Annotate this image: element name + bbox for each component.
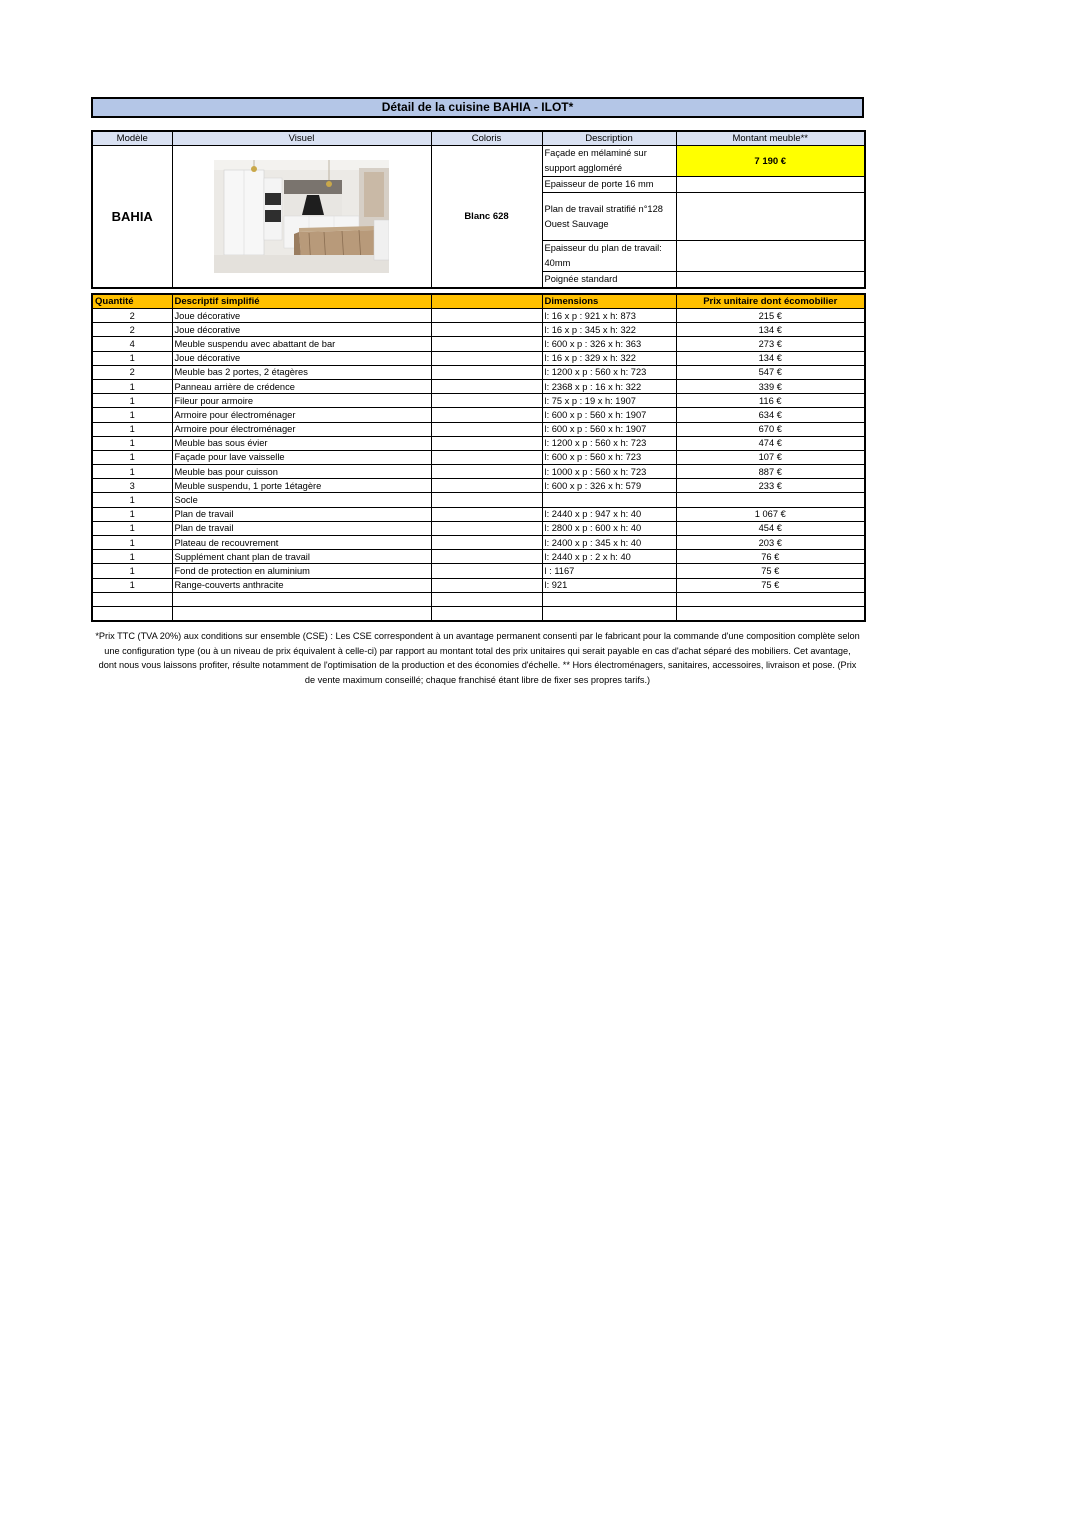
footnote: *Prix TTC (TVA 20%) aux conditions sur ensemble (CSE) : Les CSE correspondent à un avantage permanent consenti par le fabricant pour la commande d'une composition complète selon une configuration type (ou à un niveau de prix équivalent à celle-ci) par rapport au montant total des prix unitaires qui serait payable en cas d'achat séparé des mobiliers. Cet avantage, dont nous vous laissons profiter, résulte notamment de l'optimisation de la production et des économies d'échelle. ** Hors électroménagers, sanitaires, accessoires, livraison et pose. (Prix de vente maximum conseillé; chaque franchisé étant libre de fixer ses propres tarifs.) <box>95 631 860 685</box>
kitchen-visual-cell <box>172 146 431 289</box>
items-header-row <box>92 294 865 309</box>
cell-description: Joue décorative <box>172 323 431 337</box>
table-row <box>92 521 865 535</box>
cell-blank <box>431 578 542 592</box>
table-row <box>92 606 865 620</box>
cell-dimensions: l: 921 <box>542 578 676 592</box>
cell-price: 634 € <box>676 408 865 422</box>
table-row <box>92 564 865 578</box>
cell-blank <box>431 465 542 479</box>
table-row <box>92 450 865 464</box>
table-row <box>92 309 865 323</box>
cell-price: 670 € <box>676 422 865 436</box>
cell-description: Armoire pour électroménager <box>172 408 431 422</box>
cell-dimensions: l: 1000 x p : 560 x h: 723 <box>542 465 676 479</box>
cell-quantity: 1 <box>92 422 172 436</box>
cell-dimensions: l: 16 x p : 345 x h: 322 <box>542 323 676 337</box>
cell-blank <box>431 365 542 379</box>
cell-blank <box>431 536 542 550</box>
cell-quantity: 1 <box>92 564 172 578</box>
cell-description: Fileur pour armoire <box>172 394 431 408</box>
header-colors: Coloris <box>431 131 542 146</box>
cell-description: Joue décorative <box>172 351 431 365</box>
table-row <box>92 379 865 393</box>
table-row <box>92 507 865 521</box>
cell-quantity: 1 <box>92 351 172 365</box>
cell-price: 203 € <box>676 536 865 550</box>
cell-quantity: 3 <box>92 479 172 493</box>
table-row <box>92 408 865 422</box>
cell-dimensions: l: 2800 x p : 600 x h: 40 <box>542 521 676 535</box>
cell-price: 134 € <box>676 323 865 337</box>
table-row <box>92 592 865 606</box>
header-price: Prix unitaire dont écomobilier <box>676 294 865 309</box>
summary-header-row <box>92 131 865 146</box>
cell-description: Meuble suspendu avec abattant de bar <box>172 337 431 351</box>
cell-blank <box>431 379 542 393</box>
header-quantity: Quantité <box>92 294 172 309</box>
cell-description: Panneau arrière de crédence <box>172 379 431 393</box>
description-line: Plan de travail stratifié n°128 Ouest Sauvage <box>542 193 676 241</box>
colors-value: Blanc 628 <box>431 146 542 289</box>
cell-quantity: 1 <box>92 507 172 521</box>
cell-price: 107 € <box>676 450 865 464</box>
cell-dimensions: l: 600 x p : 560 x h: 1907 <box>542 408 676 422</box>
cell-description <box>172 592 431 606</box>
table-row <box>92 323 865 337</box>
cell-description: Range-couverts anthracite <box>172 578 431 592</box>
cell-dimensions: l: 600 x p : 560 x h: 723 <box>542 450 676 464</box>
table-row <box>92 536 865 550</box>
cell-description: Plan de travail <box>172 507 431 521</box>
cell-price: 215 € <box>676 309 865 323</box>
cell-blank <box>431 592 542 606</box>
cell-price <box>676 493 865 507</box>
cell-dimensions: l: 16 x p : 921 x h: 873 <box>542 309 676 323</box>
cell-blank <box>431 479 542 493</box>
cell-blank <box>431 493 542 507</box>
description-line: Epaisseur du plan de travail: 40mm <box>542 241 676 272</box>
description-line: Epaisseur de porte 16 mm <box>542 177 676 193</box>
cell-description: Meuble bas 2 portes, 2 étagères <box>172 365 431 379</box>
kitchen-photo <box>214 160 389 273</box>
header-model: Modèle <box>92 131 172 146</box>
cell-dimensions <box>542 606 676 620</box>
cell-dimensions: l: 2440 x p : 2 x h: 40 <box>542 550 676 564</box>
cell-dimensions: l: 600 x p : 326 x h: 363 <box>542 337 676 351</box>
cell-description: Meuble bas sous évier <box>172 436 431 450</box>
cell-price: 339 € <box>676 379 865 393</box>
cell-dimensions: l: 600 x p : 326 x h: 579 <box>542 479 676 493</box>
cell-description: Plateau de recouvrement <box>172 536 431 550</box>
table-row <box>92 365 865 379</box>
table-row <box>92 465 865 479</box>
cell-price: 76 € <box>676 550 865 564</box>
cell-quantity: 1 <box>92 408 172 422</box>
cell-blank <box>431 309 542 323</box>
description-line: Façade en mélaminé sur support aggloméré <box>542 146 676 177</box>
cell-blank <box>431 323 542 337</box>
cell-dimensions: l: 2400 x p : 345 x h: 40 <box>542 536 676 550</box>
cell-price: 75 € <box>676 578 865 592</box>
cell-blank <box>431 422 542 436</box>
cell-price: 116 € <box>676 394 865 408</box>
header-description: Description <box>542 131 676 146</box>
cell-quantity: 1 <box>92 521 172 535</box>
cell-price <box>676 592 865 606</box>
cell-dimensions: l: 2440 x p : 947 x h: 40 <box>542 507 676 521</box>
table-row <box>92 493 865 507</box>
cell-price: 1 067 € <box>676 507 865 521</box>
table-row <box>92 337 865 351</box>
cell-description: Fond de protection en aluminium <box>172 564 431 578</box>
cell-price: 887 € <box>676 465 865 479</box>
cell-quantity: 4 <box>92 337 172 351</box>
kitchen-summary-table <box>91 130 866 289</box>
cell-price: 75 € <box>676 564 865 578</box>
cell-quantity: 1 <box>92 436 172 450</box>
cell-blank <box>431 450 542 464</box>
cell-quantity: 1 <box>92 493 172 507</box>
cell-quantity: 2 <box>92 309 172 323</box>
cell-price: 547 € <box>676 365 865 379</box>
table-row <box>92 422 865 436</box>
cell-blank <box>431 337 542 351</box>
cell-quantity <box>92 606 172 620</box>
cell-dimensions <box>542 592 676 606</box>
cell-price: 273 € <box>676 337 865 351</box>
cell-quantity: 1 <box>92 578 172 592</box>
header-description: Descriptif simplifié <box>172 294 431 309</box>
cell-dimensions: l : 1167 <box>542 564 676 578</box>
cell-description <box>172 606 431 620</box>
cell-price: 134 € <box>676 351 865 365</box>
cell-quantity: 1 <box>92 450 172 464</box>
amount-value: 7 190 € <box>676 146 865 177</box>
cell-blank <box>431 606 542 620</box>
header-visual: Visuel <box>172 131 431 146</box>
cell-description: Joue décorative <box>172 309 431 323</box>
cell-blank <box>431 408 542 422</box>
description-line: Poignée standard <box>542 272 676 289</box>
cell-dimensions: l: 2368 x p : 16 x h: 322 <box>542 379 676 393</box>
cell-quantity: 2 <box>92 323 172 337</box>
header-dimensions: Dimensions <box>542 294 676 309</box>
table-row <box>92 394 865 408</box>
header-blank <box>431 294 542 309</box>
cell-dimensions: l: 1200 x p : 560 x h: 723 <box>542 436 676 450</box>
cell-description: Socle <box>172 493 431 507</box>
items-table <box>91 293 866 622</box>
cell-description: Meuble bas pour cuisson <box>172 465 431 479</box>
table-row <box>92 351 865 365</box>
cell-dimensions: l: 16 x p : 329 x h: 322 <box>542 351 676 365</box>
table-row <box>92 436 865 450</box>
cell-quantity: 1 <box>92 379 172 393</box>
header-amount: Montant meuble** <box>676 131 865 146</box>
cell-description: Supplément chant plan de travail <box>172 550 431 564</box>
cell-description: Façade pour lave vaisselle <box>172 450 431 464</box>
cell-quantity: 1 <box>92 536 172 550</box>
cell-price: 474 € <box>676 436 865 450</box>
cell-dimensions <box>542 493 676 507</box>
cell-description: Meuble suspendu, 1 porte 1étagère <box>172 479 431 493</box>
cell-blank <box>431 550 542 564</box>
cell-description: Armoire pour électroménager <box>172 422 431 436</box>
table-row <box>92 578 865 592</box>
cell-quantity: 1 <box>92 465 172 479</box>
cell-blank <box>431 507 542 521</box>
cell-price: 233 € <box>676 479 865 493</box>
cell-blank <box>431 351 542 365</box>
cell-quantity: 2 <box>92 365 172 379</box>
cell-blank <box>431 394 542 408</box>
table-row <box>92 479 865 493</box>
cell-blank <box>431 521 542 535</box>
cell-quantity <box>92 592 172 606</box>
cell-price <box>676 606 865 620</box>
table-row <box>92 550 865 564</box>
cell-price: 454 € <box>676 521 865 535</box>
cell-dimensions: l: 1200 x p : 560 x h: 723 <box>542 365 676 379</box>
cell-description: Plan de travail <box>172 521 431 535</box>
cell-dimensions: l: 75 x p : 19 x h: 1907 <box>542 394 676 408</box>
cell-quantity: 1 <box>92 394 172 408</box>
cell-quantity: 1 <box>92 550 172 564</box>
model-name: BAHIA <box>92 146 172 289</box>
cell-dimensions: l: 600 x p : 560 x h: 1907 <box>542 422 676 436</box>
page-title: Détail de la cuisine BAHIA - ILOT* <box>91 97 864 118</box>
cell-blank <box>431 564 542 578</box>
cell-blank <box>431 436 542 450</box>
